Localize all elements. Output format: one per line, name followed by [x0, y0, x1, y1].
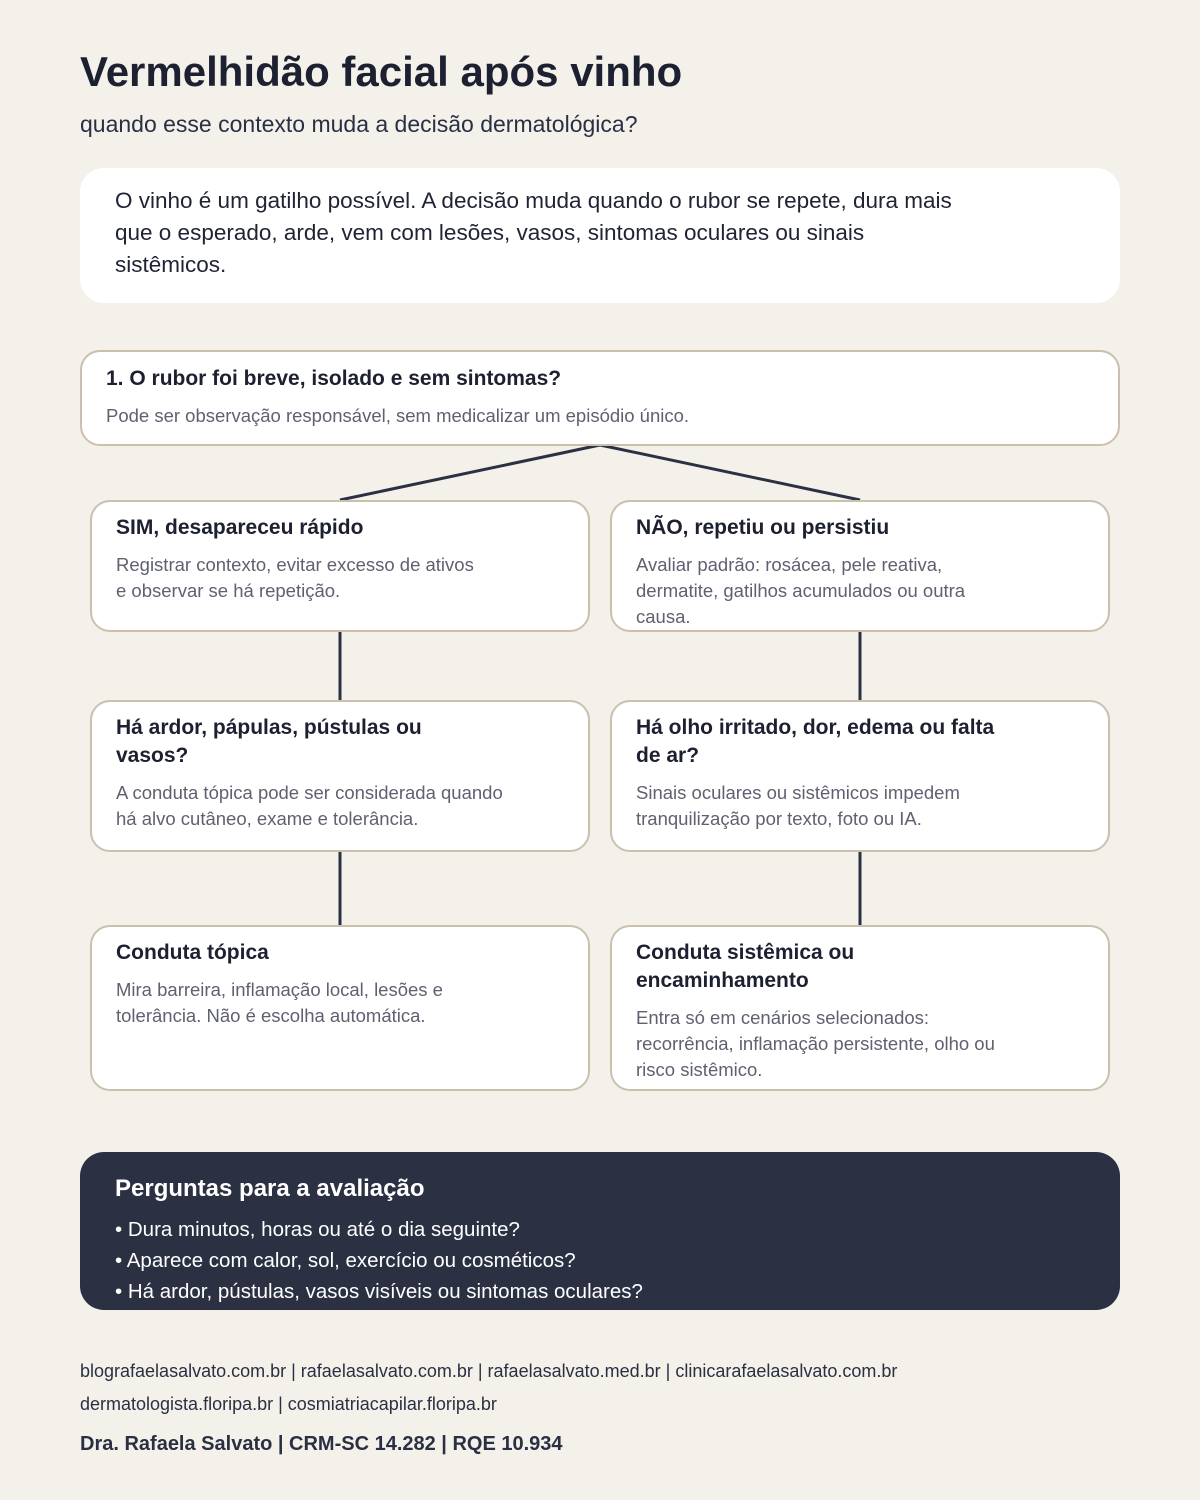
assessment-questions-list	[115, 1214, 1085, 1307]
question-desc: Pode ser observação responsável, sem medicalizar um episódio único.	[106, 405, 690, 426]
box-skin-signs-title: Há ardor, pápulas, pústulas ou vasos?	[116, 716, 422, 767]
footer-links-1: blografaelasalvato.com.br | rafaelasalvato.com.br | rafaelasalvato.med.br | clinicarafaelasalvato.com.br	[80, 1361, 898, 1381]
intro-text: O vinho é um gatilho possível. A decisão muda quando o rubor se repete, dura mais que o esperado, arde, vem com lesões, vasos, sintomas oculares ou sinais sistêmicos.	[115, 188, 952, 277]
box-yes-title: SIM, desapareceu rápido	[116, 516, 364, 539]
box-systemic-desc: Entra só em cenários selecionados: recorrência, inflamação persistente, olho ou risco sistêmico.	[636, 1007, 995, 1080]
box-yes	[90, 500, 590, 632]
box-systemic-signs-title: Há olho irritado, dor, edema ou falta de ar?	[636, 716, 995, 767]
box-topical	[90, 925, 590, 1091]
box-skin-signs	[90, 700, 590, 852]
box-topical-desc: Mira barreira, inflamação local, lesões e tolerância. Não é escolha automática.	[116, 979, 443, 1026]
box-systemic-title: Conduta sistêmica ou encaminhamento	[636, 941, 855, 992]
box-no	[610, 500, 1110, 632]
page-subtitle: quando esse contexto muda a decisão dermatológica?	[80, 111, 638, 137]
assessment-questions-panel	[80, 1152, 1120, 1310]
question-title: 1. O rubor foi breve, isolado e sem sintomas?	[106, 367, 562, 390]
list-item: • Dura minutos, horas ou até o dia seguinte?	[115, 1214, 1085, 1245]
footer-signature: Dra. Rafaela Salvato | CRM-SC 14.282 | RQE 10.934	[80, 1433, 563, 1455]
question-box	[80, 350, 1120, 446]
connector-q1-right	[600, 445, 860, 500]
footer-links-2: dermatologista.floripa.br | cosmiatriacapilar.floripa.br	[80, 1394, 497, 1414]
box-no-title: NÃO, repetiu ou persistiu	[636, 516, 890, 539]
box-no-desc: Avaliar padrão: rosácea, pele reativa, dermatite, gatilhos acumulados ou outra causa.	[636, 554, 966, 627]
box-yes-desc: Registrar contexto, evitar excesso de ativos e observar se há repetição.	[116, 554, 474, 601]
box-systemic	[610, 925, 1110, 1091]
list-item: • Aparece com calor, sol, exercício ou cosméticos?	[115, 1245, 1085, 1276]
box-systemic-signs	[610, 700, 1110, 852]
assessment-questions-title: Perguntas para a avaliação	[115, 1175, 425, 1202]
box-systemic-signs-desc: Sinais oculares ou sistêmicos impedem tranquilização por texto, foto ou IA.	[636, 782, 960, 829]
list-item: • Há ardor, pústulas, vasos visíveis ou sintomas oculares?	[115, 1276, 1085, 1307]
page-title: Vermelhidão facial após vinho	[80, 48, 683, 95]
box-topical-title: Conduta tópica	[116, 941, 269, 964]
box-skin-signs-desc: A conduta tópica pode ser considerada quando há alvo cutâneo, exame e tolerância.	[116, 782, 503, 829]
connector-q1-left	[340, 445, 600, 500]
